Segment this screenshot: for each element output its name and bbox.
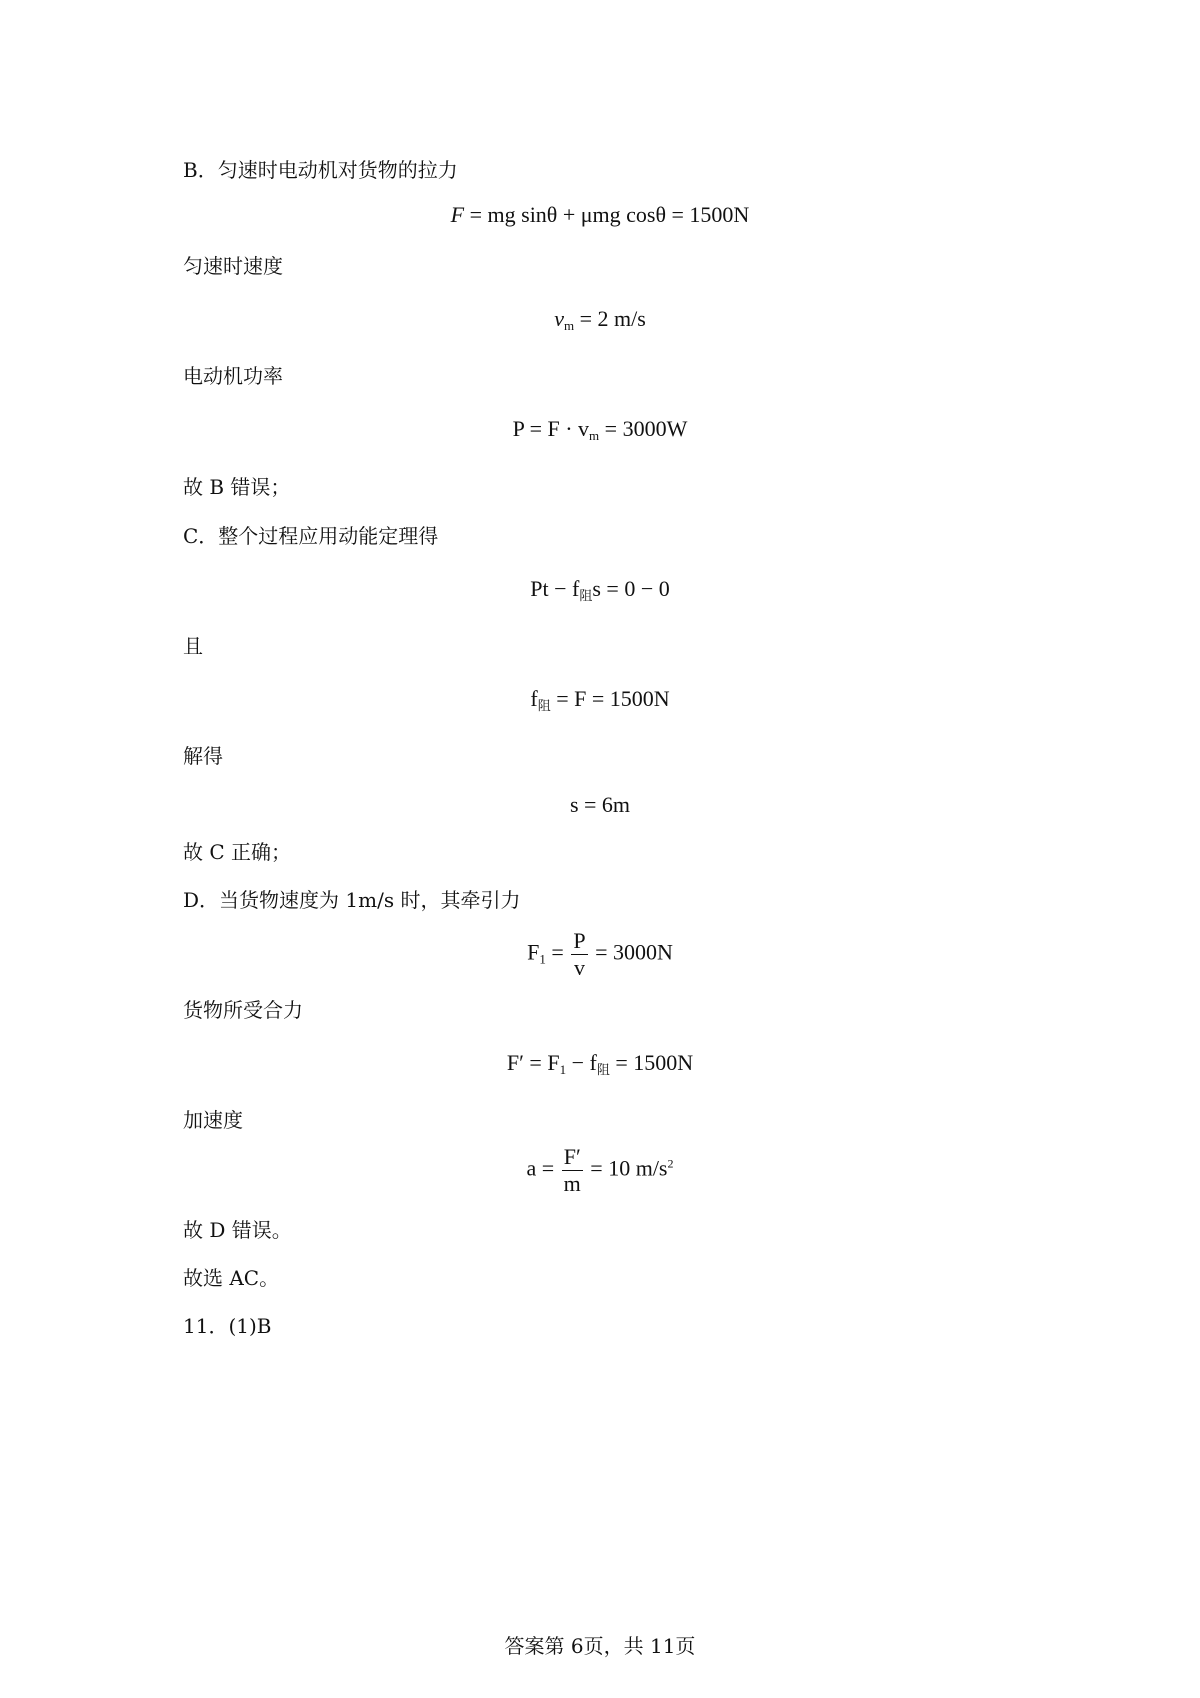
text-net-force: 货物所受合力 <box>183 998 303 1022</box>
formula-work-energy: $Pt - f_阻s = 0 - 0$ <box>530 576 670 603</box>
text-c-intro: C．整个过程应用动能定理得 <box>183 524 439 548</box>
text-motor-power: 电动机功率 <box>183 364 283 388</box>
formula-power: $P = F \cdot v_m = 3000W$ <box>512 416 688 443</box>
formula-traction-force: $F_1$ = $\frac{P}{v}$ = 3000N <box>527 928 673 980</box>
text-acceleration: 加速度 <box>183 1108 243 1132</box>
fraction: $\frac{F'}{m}$ <box>563 1144 581 1196</box>
fraction: $\frac{P}{v}$ <box>573 928 586 980</box>
text-d-intro: D．当货物速度为 1m/s 时，其牵引力 <box>183 888 521 912</box>
formula-net-force: $F' = F_1 - f_阻 = 1500N$ <box>506 1050 694 1077</box>
formula-pulling-force: F = mg sinθ + μmg cosθ = 1500N <box>450 202 750 227</box>
formula-distance: s = 6m <box>569 792 631 817</box>
formula-resistance: $f_阻 = F = 1500N$ <box>530 686 670 713</box>
text-b-intro: B．匀速时电动机对货物的拉力 <box>183 158 458 182</box>
page-footer: 答案第 6页，共 11页 <box>504 1634 696 1658</box>
text-c-right: 故 C 正确； <box>183 840 292 864</box>
formula-acceleration: a = $\frac{F'}{m}$ = 10 $m/s^2$ <box>526 1144 674 1196</box>
text-uniform-velocity: 匀速时速度 <box>183 254 283 278</box>
formula-velocity: $v_m = 2$ m/s <box>554 306 646 333</box>
text-answer: 故选 AC。 <box>183 1266 280 1290</box>
text-solve: 解得 <box>183 744 223 768</box>
text-d-wrong: 故 D 错误。 <box>183 1218 292 1242</box>
text-question-11: 11．(1)B <box>183 1314 272 1338</box>
text-b-wrong: 故 B 错误； <box>183 475 291 499</box>
text-and: 且 <box>183 634 203 658</box>
